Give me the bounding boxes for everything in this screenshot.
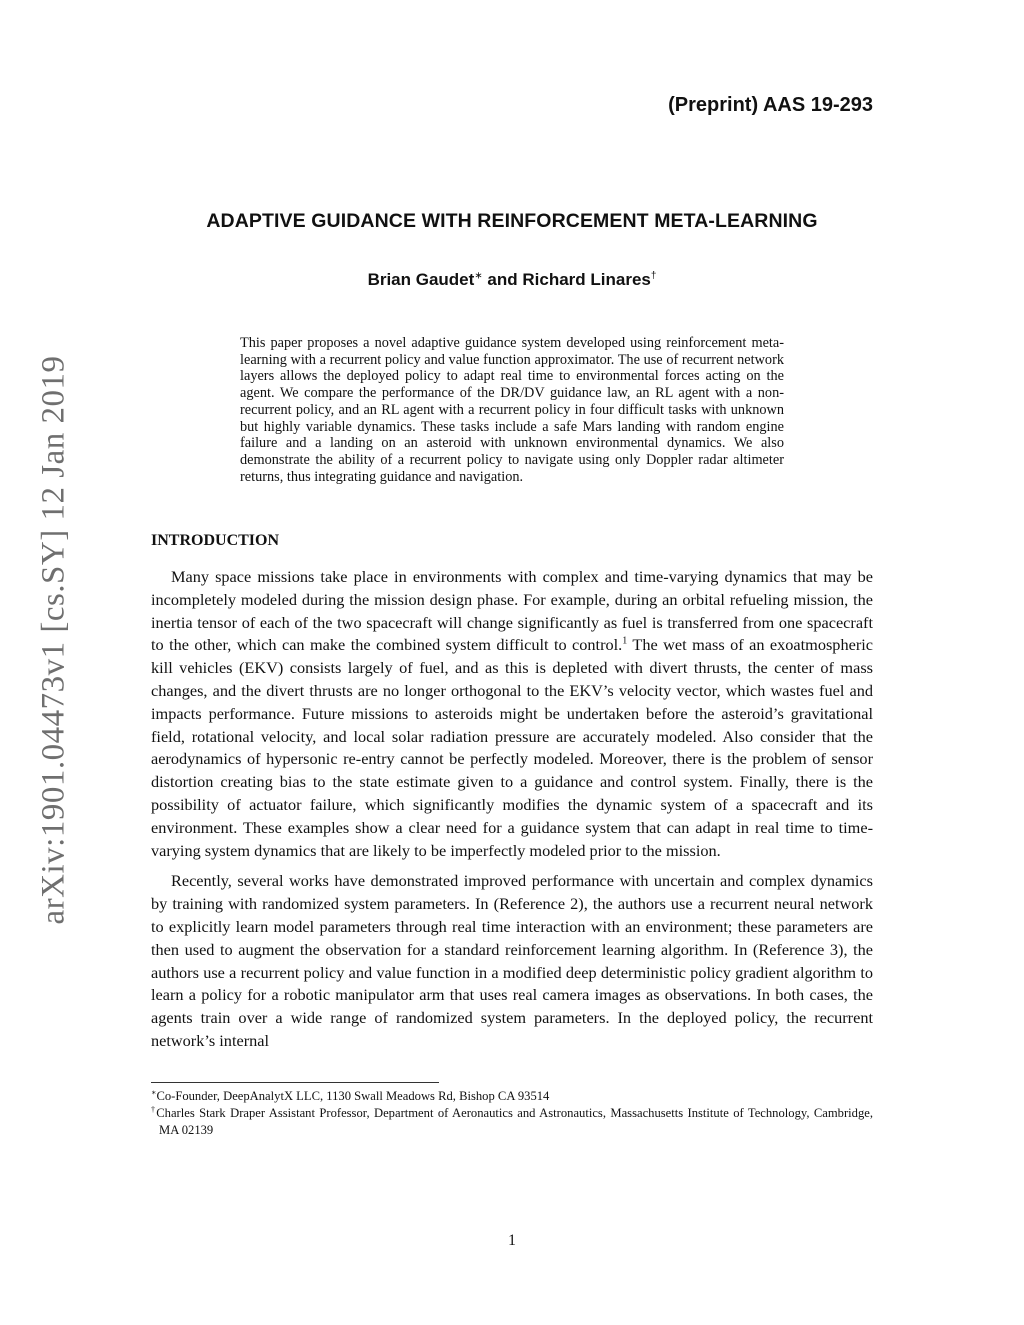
author-line [151, 270, 873, 290]
reference-1-marker: 1 [622, 635, 628, 647]
section-heading-introduction: INTRODUCTION [151, 532, 280, 549]
author-conjunction: and [482, 270, 523, 289]
footnotes [151, 1088, 873, 1139]
footnote-2-text: Charles Stark Draper Assistant Professor, Department of Aeronautics and Astronautics, Massachusetts Institute of Technology, Cambridge, MA 02139 [156, 1106, 873, 1137]
footnote-2 [151, 1105, 873, 1139]
paragraph-2: Recently, several works have demonstrated improved performance with uncertain and complex dynamics by training with randomized system parameters. In (Reference 2), the authors use a recurrent neural network to explicitly learn model parameters through real time interaction with an environment; these parameters are then used to augment the observation for a standard reinforcement learning algorithm. In (Reference 3), the authors use a recurrent policy and value function in a modified deep deterministic policy gradient algorithm to learn a policy for a robotic manipulator arm that uses real camera images as observations. In both cases, the agents train over a wide range of randomized system parameters. In the deployed policy, the recurrent network’s internal [151, 871, 873, 1050]
paragraph-1-text-a: Many space missions take place in environments with complex and time-varying dynamics that may be incompletely modeled during the mission design phase. For example, during an orbital refueling mission, the inertia tensor of each of the two spacecraft will change significantly as fuel is transferred from one spacecraft to the other, which can make the combined system difficult to control. [151, 567, 873, 655]
paragraph-1-text-b: The wet mass of an exoatmospheric kill vehicles (EKV) consists largely of fuel, and as this is depleted with divert thrusts, the center of mass changes, and the divert thrusts are no longer orthogonal to the EKV’s velocity vector, which wastes fuel and impacts performance. Future missions to asteroids might be undertaken before the asteroid’s gravitational field, rotational velocity, and local solar radiation pressure are accurately modeled. Also consider that the aerodynamics of hypersonic re-entry cannot be perfectly modeled. Moreover, there is the problem of sensor distortion creating bias to the state estimate given to a guidance and control system. Finally, there is the possibility of actuator failure, which significantly modifies the dynamic system of a spacecraft and its environment. These examples show a clear need for a guidance system that can adapt in real time to time-varying system dynamics that are likely to be imperfectly modeled prior to the mission. [151, 635, 873, 860]
paragraph-1 [151, 566, 873, 862]
footnote-mark-1: ∗ [474, 270, 483, 282]
footnote-1-text: Co-Founder, DeepAnalytX LLC, 1130 Swall Meadows Rd, Bishop CA 93514 [156, 1089, 550, 1103]
arxiv-identifier-stamp: arXiv:1901.04473v1 [cs.SY] 12 Jan 2019 [35, 355, 72, 925]
author-name-1: Brian Gaudet [367, 270, 475, 289]
author-name-2: Richard Linares [522, 270, 651, 289]
preprint-label: (Preprint) AAS 19-293 [668, 94, 873, 116]
abstract: This paper proposes a novel adaptive guidance system developed using reinforcement meta-learning with a recurrent policy and value function approximator. The use of recurrent network layers allows the deployed policy to adapt real time to environmental forces acting on the agent. We compare the performance of the DR/DV guidance law, an RL agent with a non-recurrent policy, and an RL agent with a recurrent policy in four difficult tasks with unknown but highly variable dynamics. These tasks include a safe Mars landing with random engine failure and a landing on an asteroid with unknown environmental dynamics. We also demonstrate the ability of a recurrent policy to navigate using only Doppler radar altimeter returns, thus integrating guidance and navigation. [240, 335, 784, 485]
footnote-mark-2: † [650, 270, 657, 282]
page-number: 1 [508, 1232, 516, 1249]
footnote-divider [151, 1082, 439, 1083]
paper-title: ADAPTIVE GUIDANCE WITH REINFORCEMENT META-LEARNING [206, 210, 818, 232]
footnote-1-mark: ∗ [151, 1087, 157, 1097]
footnote-2-mark: † [151, 1104, 157, 1114]
introduction-body [151, 566, 873, 1061]
footnote-1 [151, 1088, 873, 1105]
